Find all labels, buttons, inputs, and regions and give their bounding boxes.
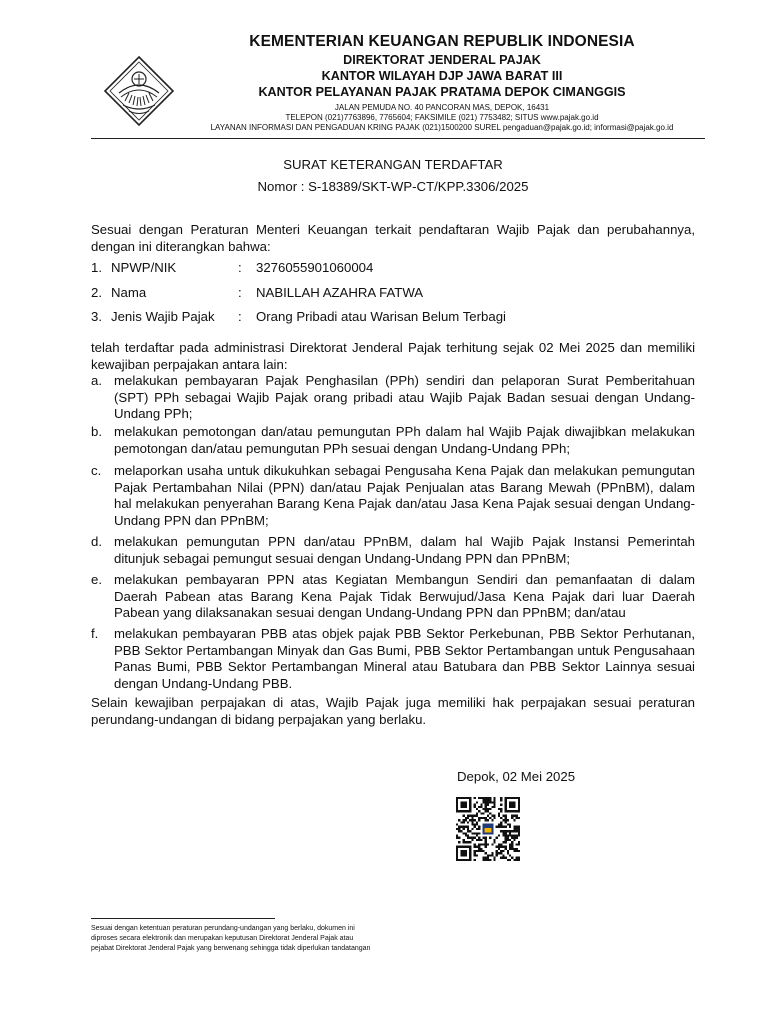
identity-number: 2. bbox=[91, 285, 102, 300]
identity-label: NPWP/NIK bbox=[111, 260, 177, 275]
identity-separator: : bbox=[238, 285, 242, 300]
obligation-text: melakukan pembayaran PPN atas Kegiatan Membangun Sendiri dan pemanfaatan di dalam Daerah Pabean atas Barang Kena Pajak Tidak Berwujud/Jasa Kena Pajak dari luar Daerah Pabean yang dilaksanakan sesuai dengan Undang-Undang PPN dan PPnBM; dan/atau bbox=[114, 572, 695, 620]
footnote-divider bbox=[91, 918, 275, 919]
footnote-line: Sesuai dengan ketentuan peraturan perundang-undangan yang berlaku, dokumen ini bbox=[91, 925, 355, 932]
obligation-text: melakukan pembayaran PBB atas objek pajak PBB Sektor Perkebunan, PBB Sektor Perhutanan, PBB Sektor Pertambangan Minyak dan Gas Bumi, PBB Sektor Pertambangan untuk Pengusahaan Panas Bumi, PBB Sektor Pertambangan Mineral atau Batubara dan PBB Sektor Lainnya sesuai dengan Undang-Undang PBB. bbox=[114, 626, 695, 691]
identity-label: Nama bbox=[111, 285, 147, 300]
obligation-item-b bbox=[91, 424, 695, 457]
obligation-item-e bbox=[91, 572, 695, 622]
list-marker: e. bbox=[91, 572, 102, 587]
office-info-line: LAYANAN INFORMASI DAN PENGADUAN KRING PAJAK (021)1500200 SUREL pengaduan@pajak.go.id; informasi@pajak.go.id bbox=[210, 123, 674, 132]
identity-number: 1. bbox=[91, 260, 102, 275]
footnote-line: diproses secara elektronik dan merupakan keputusan Direktorat Jenderal Pajak atau bbox=[91, 935, 354, 942]
obligation-item-f bbox=[91, 626, 695, 692]
identity-number: 3. bbox=[91, 309, 102, 324]
identity-separator: : bbox=[238, 309, 242, 324]
identity-value: 3276055901060004 bbox=[256, 260, 374, 275]
identity-label: Jenis Wajib Pajak bbox=[111, 309, 215, 324]
list-marker: c. bbox=[91, 463, 102, 478]
office-address: JALAN PEMUDA NO. 40 PANCORAN MAS, DEPOK, 16431 bbox=[334, 103, 550, 112]
header-divider bbox=[91, 138, 705, 139]
obligation-text: melaporkan usaha untuk dikukuhkan sebagai Pengusaha Kena Pajak dan melakukan pemungutan Pajak Pertambahan Nilai (PPN) dan/atau Pajak Penjualan atas Barang Mewah (PPnBM), dalam hal melakukan penyerahan Barang Kena Pajak dan/atau Jasa Kena Pajak sesuai dengan Undang-Undang PPN dan PPnBM; bbox=[114, 463, 695, 528]
obligation-item-c bbox=[91, 463, 695, 529]
obligation-text: melakukan pemotongan dan/atau pemungutan PPh dalam hal Wajib Pajak diwajibkan melakukan pemotongan dan/atau pemungutan PPh sesuai dengan Undang-Undang PPh; bbox=[114, 424, 695, 456]
footnote-line: pejabat Direktorat Jenderal Pajak yang berwenang sehingga tidak diperlukan tandatangan bbox=[91, 945, 371, 952]
office-contact: TELEPON (021)7763896, 7765604; FAKSIMILE (021) 7753482; SITUS www.pajak.go.id bbox=[285, 113, 599, 122]
obligation-text: melakukan pembayaran Pajak Penghasilan (PPh) sendiri dan pelaporan Surat Pemberitahuan (SPT) PPh sebagai Wajib Pajak orang pribadi atau Wajib Pajak Badan sesuai dengan Undang-Undang PPh; bbox=[114, 373, 695, 421]
document-title: SURAT KETERANGAN TERDAFTAR bbox=[283, 157, 503, 172]
obligation-item-a bbox=[91, 373, 695, 423]
ministry-emblem-icon bbox=[103, 55, 175, 127]
closing-paragraph: Selain kewajiban perpajakan di atas, Wajib Pajak juga memiliki hak perpajakan sesuai peraturan perundang-undangan di bidang perpajakan yang berlaku. bbox=[91, 695, 695, 727]
place-date: Depok, 02 Mei 2025 bbox=[457, 769, 576, 784]
identity-value: Orang Pribadi atau Warisan Belum Terbagi bbox=[256, 309, 506, 324]
identity-value: NABILLAH AZAHRA FATWA bbox=[256, 285, 424, 300]
intro-paragraph: Sesuai dengan Peraturan Menteri Keuangan terkait pendaftaran Wajib Pajak dan perubahannya, dengan ini diterangkan bahwa: bbox=[91, 222, 695, 254]
footnote bbox=[91, 924, 421, 954]
regional-office-name: KANTOR WILAYAH DJP JAWA BARAT III bbox=[321, 69, 563, 83]
document-number: Nomor : S-18389/SKT-WP-CT/KPP.3306/2025 bbox=[257, 179, 529, 194]
obligation-text: melakukan pemungutan PPN dan/atau PPnBM, dalam hal Wajib Pajak Instansi Pemerintah ditunjuk sebagai pemungut sesuai dengan Undang-Undang PPN dan PPnBM; bbox=[114, 534, 695, 566]
list-marker: b. bbox=[91, 424, 102, 439]
directorate-name: DIREKTORAT JENDERAL PAJAK bbox=[343, 53, 541, 67]
identity-separator: : bbox=[238, 260, 242, 275]
list-marker: f. bbox=[91, 626, 99, 641]
qr-code-icon bbox=[456, 797, 520, 861]
tax-office-name: KANTOR PELAYANAN PAJAK PRATAMA DEPOK CIMANGGIS bbox=[258, 85, 626, 99]
registration-paragraph: telah terdaftar pada administrasi Direktorat Jenderal Pajak terhitung sejak 02 Mei 2025 dan memiliki kewajiban perpajakan antara lain: bbox=[91, 340, 695, 372]
list-marker: d. bbox=[91, 534, 102, 549]
list-marker: a. bbox=[91, 373, 102, 388]
ministry-name: KEMENTERIAN KEUANGAN REPUBLIK INDONESIA bbox=[249, 33, 635, 50]
letterhead bbox=[178, 32, 706, 133]
obligation-item-d bbox=[91, 534, 695, 567]
